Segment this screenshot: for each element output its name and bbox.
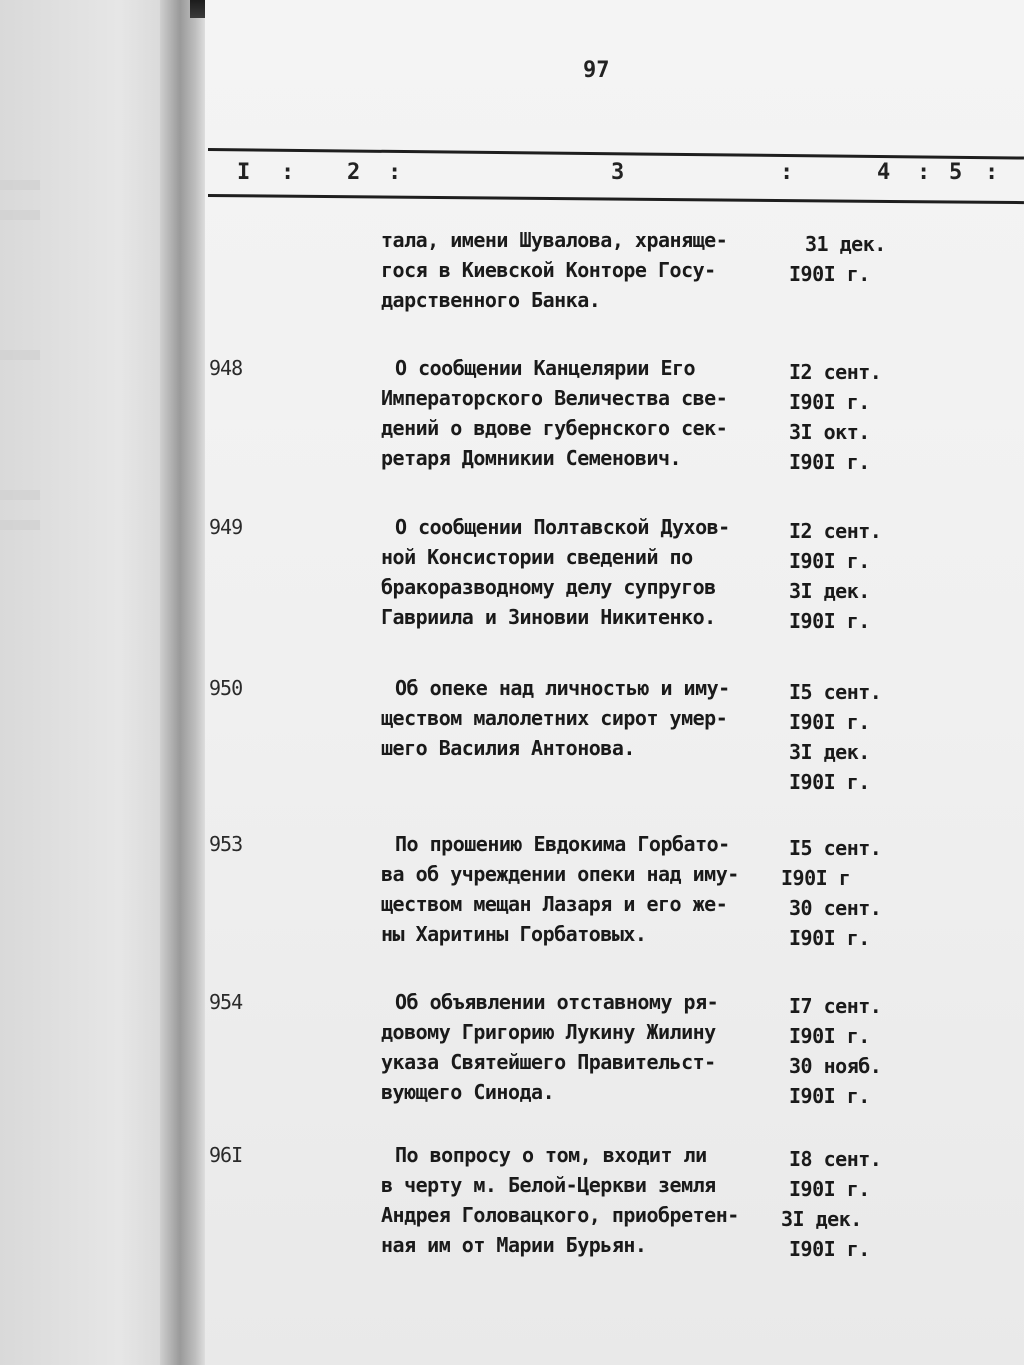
entry-date-line: I90I г. — [789, 1084, 870, 1108]
entry-description-line: Гавриила и Зиновии Никитенко. — [381, 605, 716, 629]
entry-date-line: I5 сент. — [789, 836, 882, 860]
entry-description-line: указа Святейшего Правительст- — [381, 1050, 716, 1074]
header-bottom-rule — [208, 194, 1024, 204]
entry-description-line: ва об учреждении опеки над иму- — [381, 862, 739, 886]
entry-description-line: Андрея Головацкого, приобретен- — [381, 1203, 739, 1227]
entry-date-line: I90I г. — [789, 450, 870, 474]
entry-date-line: 30 сент. — [789, 896, 882, 920]
entry-date-line: I2 сент. — [789, 360, 882, 384]
entry-date-line: I7 сент. — [789, 994, 882, 1018]
entry-date-line: I90I г. — [789, 770, 870, 794]
entry-date-line: I90I г. — [789, 609, 870, 633]
entry-description-line: ретаря Домникии Семенович. — [381, 446, 682, 470]
entry-description-line: Императорского Величества све- — [381, 386, 728, 410]
entry-date-line: 3I окт. — [789, 420, 870, 444]
entry-date-line: I90I г. — [789, 1237, 870, 1261]
entry-description-line: ной Консистории сведений по — [381, 545, 693, 569]
entry-date-line: I90I г. — [789, 549, 870, 573]
col-separator: : — [917, 160, 931, 185]
entry-description-line: вующего Синода. — [381, 1080, 555, 1104]
entry-number: 948 — [209, 356, 243, 380]
entry-number: 96I — [209, 1143, 243, 1167]
entry-date-line: I90I г. — [789, 926, 870, 950]
page-number: 97 — [583, 58, 610, 83]
entry-description-line: ществом малолетних сирот умер- — [381, 706, 728, 730]
entry-date-line: 30 нояб. — [789, 1054, 882, 1078]
entry-description-line: гося в Киевской Конторе Госу- — [381, 258, 716, 282]
document-page — [205, 0, 1024, 1365]
entry-number: 950 — [209, 676, 243, 700]
entry-description-line: шего Василия Антонова. — [381, 736, 635, 760]
col-separator: : — [281, 160, 295, 185]
book-gutter — [160, 0, 210, 1365]
entry-date-line: 3I дек. — [789, 579, 870, 603]
entry-date-line: I90I г. — [789, 262, 870, 286]
entry-description-line: дарственного Банка. — [381, 288, 601, 312]
entry-description-line: бракоразводному делу супругов — [381, 575, 716, 599]
col-separator: : — [985, 160, 999, 185]
entry-description-line: Об опеке над личностью и иму- — [395, 676, 730, 700]
entry-date-line: I2 сент. — [789, 519, 882, 543]
col-header-5: 5 — [949, 160, 963, 185]
header-top-rule — [208, 148, 1024, 160]
entry-description-line: Об объявлении отставному ря- — [395, 990, 719, 1014]
entry-description-line: дений о вдове губернского сек- — [381, 416, 728, 440]
entry-description-line: По вопросу о том, входит ли — [395, 1143, 707, 1167]
entry-description-line: ная им от Марии Бурьян. — [381, 1233, 647, 1257]
col-header-4: 4 — [877, 160, 891, 185]
column-header-row — [205, 160, 1024, 190]
col-header-1: I — [237, 160, 251, 185]
col-separator: : — [780, 160, 794, 185]
entry-date-line: I5 сент. — [789, 680, 882, 704]
entry-number: 954 — [209, 990, 243, 1014]
entry-description-line: О сообщении Полтавской Духов- — [395, 515, 730, 539]
entry-date-line: I90I г — [781, 866, 851, 890]
col-header-2: 2 — [347, 160, 361, 185]
entry-number: 953 — [209, 832, 243, 856]
entry-date-line: 3I дек. — [781, 1207, 862, 1231]
entry-description-line: довому Григорию Лукину Жилину — [381, 1020, 716, 1044]
entry-description-line: О сообщении Канцелярии Его — [395, 356, 696, 380]
entry-date-line: I90I г. — [789, 1177, 870, 1201]
entry-description-line: По прошению Евдокима Горбато- — [395, 832, 730, 856]
entry-date-line: 3I дек. — [789, 740, 870, 764]
entry-date-line: I90I г. — [789, 390, 870, 414]
entry-date-line: 31 дек. — [805, 232, 886, 256]
entry-description-line: ны Харитины Горбатовых. — [381, 922, 647, 946]
entry-description-line: в черту м. Белой-Церкви земля — [381, 1173, 716, 1197]
entry-date-line: I8 сент. — [789, 1147, 882, 1171]
col-header-3: 3 — [611, 160, 625, 185]
entry-description-line: тала, имени Шувалова, храняще- — [381, 228, 728, 252]
entry-number: 949 — [209, 515, 243, 539]
entry-date-line: I90I г. — [789, 710, 870, 734]
entry-date-line: I90I г. — [789, 1024, 870, 1048]
entry-description-line: ществом мещан Лазаря и его же- — [381, 892, 728, 916]
col-separator: : — [388, 160, 402, 185]
